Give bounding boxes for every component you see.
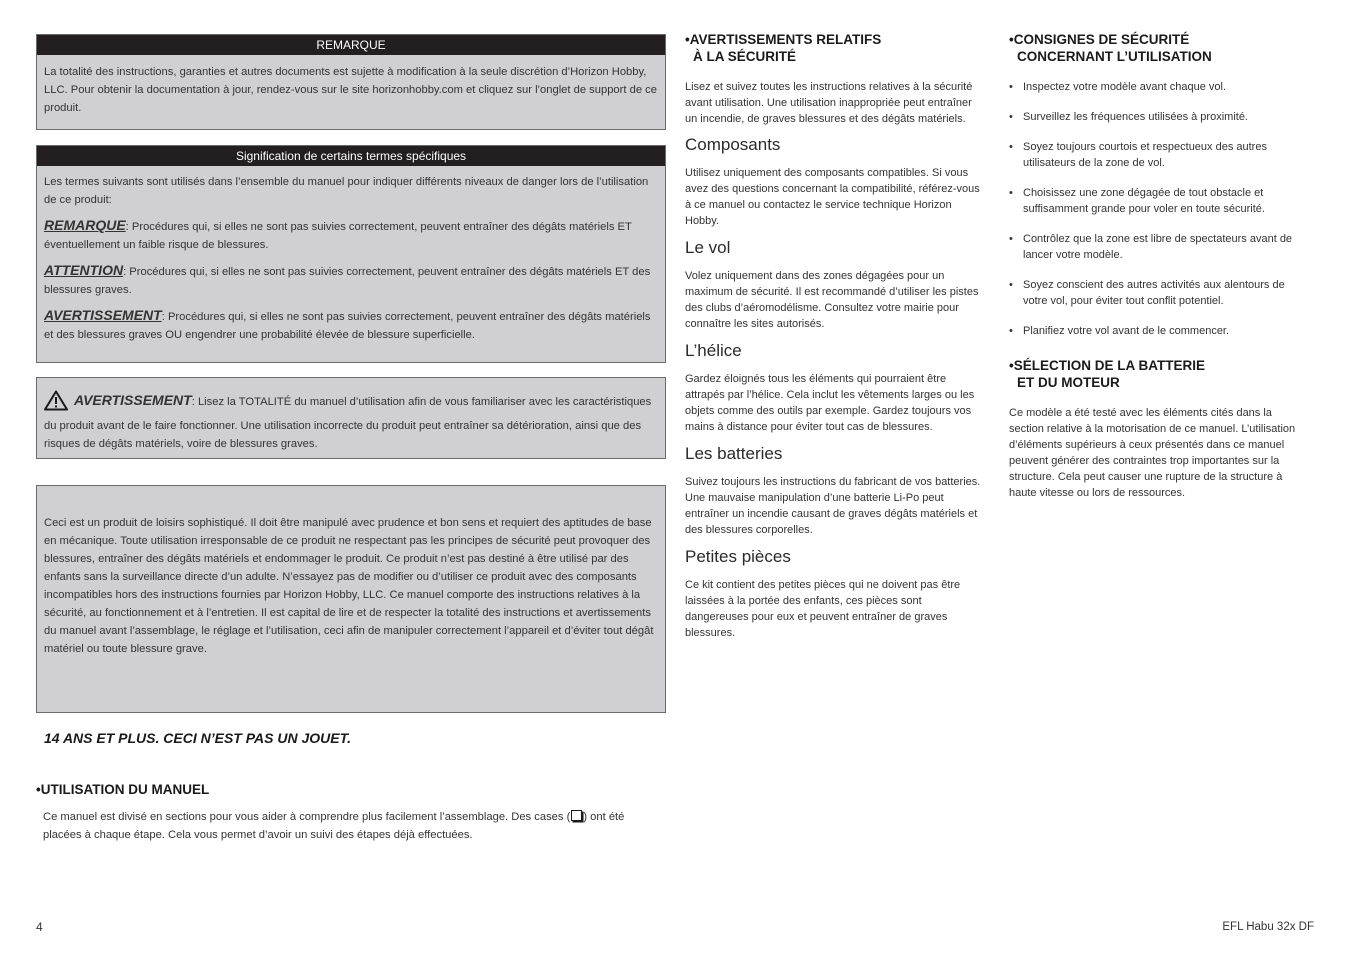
- section-title-helice: L’hélice: [685, 341, 742, 360]
- utilisation-text-before: Ce manuel est divisé en sections pour vous aider à comprendre plus facilement l’assemblage. Des cases (: [43, 811, 571, 823]
- footer-product-name: EFL Habu 32x DF: [1222, 921, 1314, 933]
- section-text-vol: Volez uniquement dans des zones dégagées pour un maximum de sécurité. Il est recommandé d’utiliser les pistes des clubs d’aéromodélisme. Consultez votre mairie pour connaître les sites autorisés.: [685, 270, 979, 330]
- section-title-composants: Composants: [685, 135, 781, 154]
- utilisation-text: [36, 808, 656, 844]
- warning-triangle-icon: [44, 390, 68, 417]
- batterie-title-line1: •SÉLECTION DE LA BATTERIE: [1009, 358, 1205, 373]
- term-label: REMARQUE: [44, 217, 126, 233]
- safety-title-line2: À LA SÉCURITÉ: [693, 49, 797, 64]
- remarque-box: [36, 34, 666, 130]
- remarque-text: La totalité des instructions, garanties et autres documents est sujette à modification à la seule discrétion d’Horizon Hobby, LLC. Pour obtenir la documentation à jour, rendez-vous sur le site horizonhobby.com et cliquez sur l’onglet de support de ce produit.: [44, 66, 657, 114]
- batterie-text: Ce modèle a été testé avec les éléments cités dans la section relative à la motorisation de ce manuel. L’utilisation d’éléments supérieurs à ceux présentés dans ce manuel peuvent générer des contraintes trop importantes sur la structure. Cela peut causer une rupture de la structure à haute vitesse ou lors de ressources.: [1009, 407, 1296, 499]
- section-title-vol: Le vol: [685, 238, 731, 257]
- consignes-title-line2: CONCERNANT L’UTILISATION: [1017, 49, 1212, 64]
- section-title-petites-pieces: Petites pièces: [685, 547, 791, 566]
- batterie-title-line2: ET DU MOTEUR: [1017, 375, 1120, 390]
- list-item: • Inspectez votre modèle avant chaque vol.: [1009, 79, 1311, 95]
- product-notice-text: Ceci est un produit de loisirs sophistiqué. Il doit être manipulé avec prudence et bon sens et requiert des aptitudes de base en mécanique. Toute utilisation irresponsable de ce produit ne respectant pas les principes de sécurité peut provoquer des blessures, entraîner des dégâts matériels et endommager le produit. Ce produit n’est pas destiné à être utilisé par des enfants sans la surveillance directe d’un adulte. N’essayez pas de modifier ou d’utiliser ce produit avec des composants incompatibles hors des instructions fournies par Horizon Hobby, LLC. Ce manuel comporte des instructions relatives à la sécurité, au fonctionnement et à l’entretien. Il est capital de lire et de respecter la totalité des instructions et avertissements du manuel avant l’assemblage, le réglage et l’utilisation, ceci afin de manipuler correctement l’appareil et d’éviter tout dégât matériel ou toute blessure grave.: [44, 517, 654, 655]
- checkbox-icon: [571, 810, 582, 821]
- term-label: ATTENTION: [44, 262, 124, 278]
- product-notice-box: [36, 485, 666, 713]
- terms-intro: Les termes suivants sont utilisés dans l’ensemble du manuel pour indiquer différents niveaux de danger lors de l’utilisation de ce produit:: [44, 176, 649, 206]
- warning-text: : Lisez la TOTALITÉ du manuel d’utilisation afin de vous familiariser avec les caractéristiques du produit avant de le faire fonctionner. Une utilisation incorrecte du produit peut entraîner sa détérioration, ainsi que des risques de dégâts matériels, voire de blessures graves.: [44, 396, 652, 450]
- list-item: • Contrôlez que la zone est libre de spectateurs avant de lancer votre modèle.: [1009, 231, 1311, 263]
- page-number: 4: [36, 920, 43, 934]
- term-label: AVERTISSEMENT: [44, 307, 162, 323]
- warning-box: [36, 377, 666, 459]
- term-definition: : Procédures qui, si elles ne sont pas suivies correctement, peuvent entraîner des dégâts matériels ET éventuellement un faible risque de blessures.: [44, 221, 632, 251]
- utilisation-section: [36, 781, 656, 844]
- term-attention: [44, 261, 659, 299]
- age-notice: 14 ANS ET PLUS. CECI N’EST PAS UN JOUET.: [44, 730, 352, 746]
- term-remarque: [44, 216, 659, 254]
- warning-term: AVERTISSEMENT: [74, 392, 192, 408]
- term-avertissement: [44, 306, 659, 344]
- list-item: • Soyez conscient des autres activités aux alentours de votre vol, pour éviter tout conflit potentiel.: [1009, 277, 1311, 309]
- safety-intro: Lisez et suivez toutes les instructions relatives à la sécurité avant utilisation. Une utilisation inappropriée peut entraîner un incendie, de graves blessures et des dégâts matériels.: [685, 81, 973, 125]
- list-item: • Choisissez une zone dégagée de tout obstacle et suffisamment grande pour voler en toute sécurité.: [1009, 185, 1311, 217]
- utilisation-text-after: ) ont été placées à chaque étape. Cela vous permet d’avoir un suivi des étapes déjà effectuées.: [43, 811, 625, 841]
- list-item: • Planifiez votre vol avant de le commencer.: [1009, 323, 1311, 339]
- terms-box: [36, 145, 666, 363]
- safety-warnings-column: [685, 31, 983, 641]
- section-text-composants: Utilisez uniquement des composants compatibles. Si vous avez des questions concernant la compatibilité, référez-vous à ce manuel ou contactez le service technique Horizon Hobby.: [685, 167, 980, 227]
- list-item: • Surveillez les fréquences utilisées à proximité.: [1009, 109, 1311, 125]
- section-text-batteries: Suivez toujours les instructions du fabricant de vos batteries. Une mauvaise manipulation d’une batterie Li-Po peut entraîner un incendie causant de graves dégâts matériels et des blessures corporelles.: [685, 476, 981, 536]
- section-text-helice: Gardez éloignés tous les éléments qui pourraient être attrapés par l’hélice. Cela inclut les vêtements larges ou les objets comme des outils par exemple. Gardez toujours vos mains à distance pour éviter tout cas de blessures.: [685, 373, 975, 433]
- consignes-list: [1009, 79, 1311, 339]
- list-item: • Soyez toujours courtois et respectueux des autres utilisateurs de la zone de vol.: [1009, 139, 1311, 171]
- term-definition: : Procédures qui, si elles ne sont pas suivies correctement, peuvent entraîner des dégâts matériels et des blessures graves OU engendrer une probabilité élevée de blessure superficielle.: [44, 311, 651, 341]
- consignes-title-line1: •CONSIGNES DE SÉCURITÉ: [1009, 32, 1190, 47]
- usage-safety-column: [1009, 31, 1311, 501]
- remarque-header: REMARQUE: [37, 35, 665, 55]
- term-definition: : Procédures qui, si elles ne sont pas suivies correctement, peuvent entraîner des dégâts matériels ET des blessures graves.: [44, 266, 651, 296]
- section-title-batteries: Les batteries: [685, 444, 783, 463]
- terms-header: Signification de certains termes spécifiques: [37, 146, 665, 166]
- utilisation-title: •UTILISATION DU MANUEL: [36, 782, 210, 797]
- safety-title-line1: •AVERTISSEMENTS RELATIFS: [685, 32, 882, 47]
- section-text-petites-pieces: Ce kit contient des petites pièces qui ne doivent pas être laissées à la portée des enfants, ces pièces sont dangereuses pour eux et peuvent entraîner de graves blessures.: [685, 579, 961, 639]
